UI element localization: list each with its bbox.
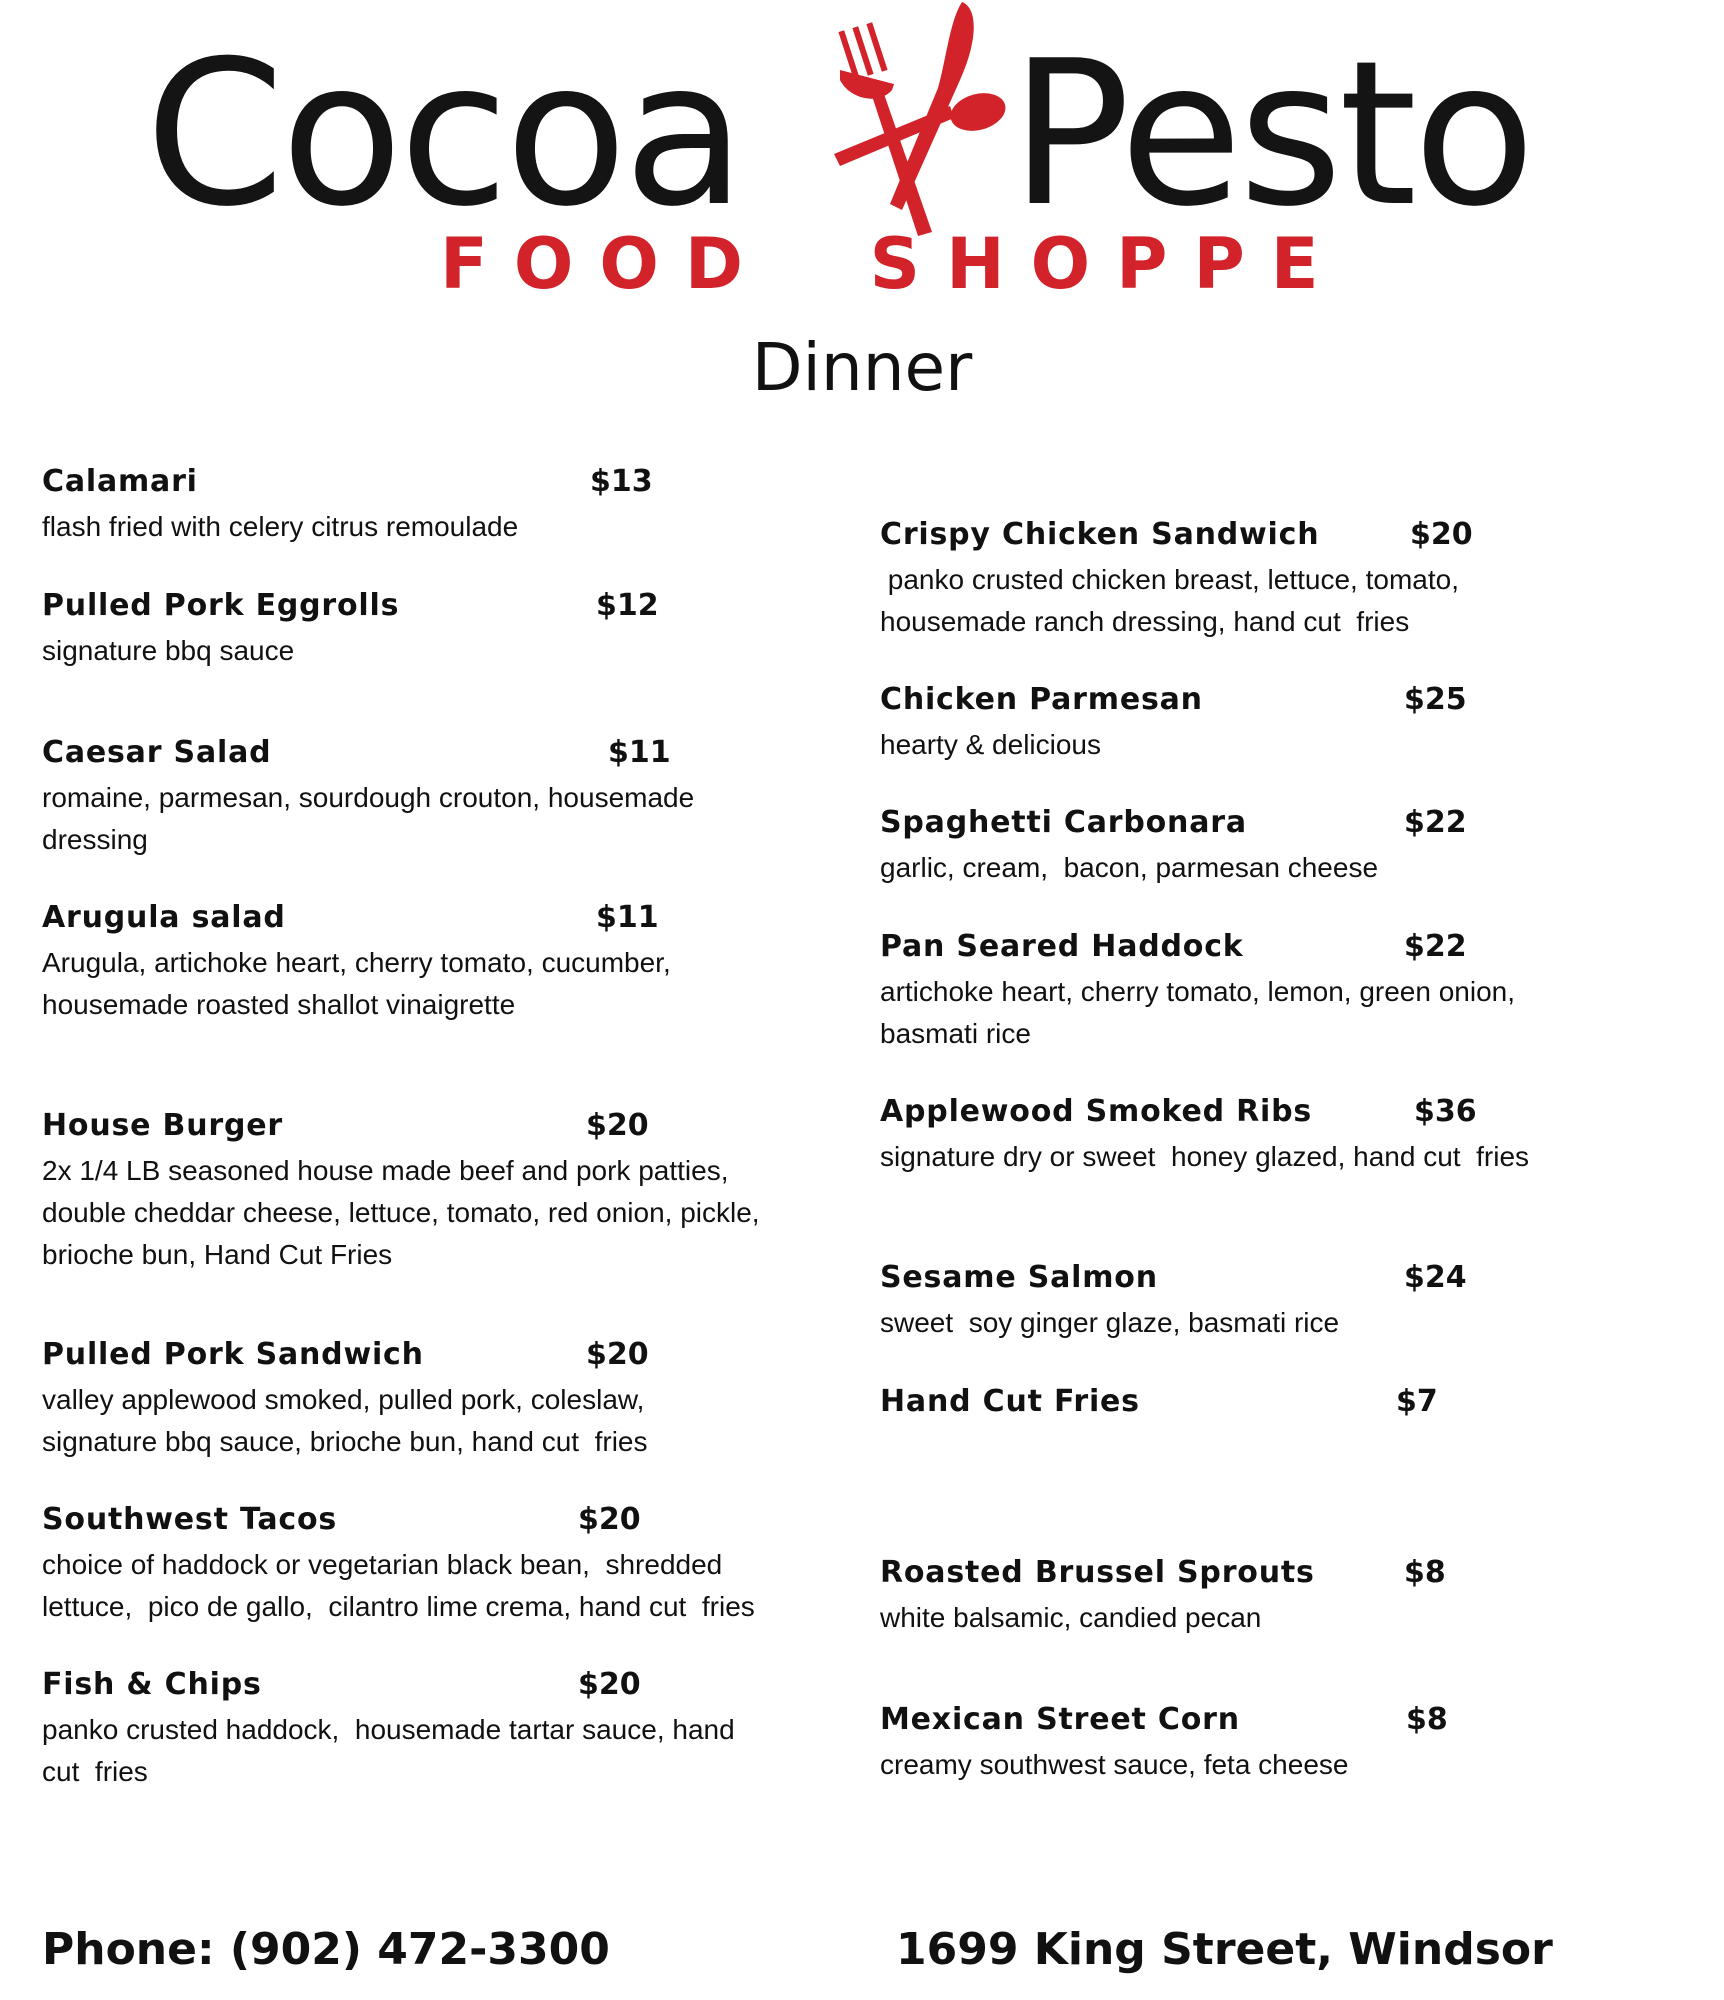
item-name: Pulled Pork Eggrolls xyxy=(42,588,400,623)
menu-title: Dinner xyxy=(751,329,973,406)
item-price: $20 xyxy=(578,1667,641,1702)
item-price: $22 xyxy=(1404,929,1467,964)
item-name: Sesame Salmon xyxy=(880,1260,1158,1295)
item-name: Spaghetti Carbonara xyxy=(880,805,1247,840)
item-description: white balsamic, candied pecan xyxy=(880,1602,1262,1633)
item-description: romaine, parmesan, sourdough crouton, housemade dressing xyxy=(42,782,695,855)
fork-knife-spoon-icon xyxy=(810,0,1010,245)
item-price: $24 xyxy=(1404,1260,1467,1295)
item-name: Southwest Tacos xyxy=(42,1502,338,1537)
item-description: panko crusted chicken breast, lettuce, tomato, housemade ranch dressing, hand cut fries xyxy=(880,564,1459,637)
logo-word-pesto: Pesto xyxy=(1010,18,1532,251)
item-description: valley applewood smoked, pulled pork, coleslaw, signature bbq sauce, brioche bun, hand cut fries xyxy=(42,1384,648,1457)
item-name: Roasted Brussel Sprouts xyxy=(880,1555,1315,1590)
item-price: $20 xyxy=(586,1108,649,1143)
item-name: Chicken Parmesan xyxy=(880,682,1203,717)
item-price: $11 xyxy=(596,900,659,935)
item-name: Applewood Smoked Ribs xyxy=(880,1094,1313,1129)
item-price: $22 xyxy=(1404,805,1467,840)
item-price: $20 xyxy=(578,1502,641,1537)
item-price: $25 xyxy=(1404,682,1467,717)
item-description: garlic, cream, bacon, parmesan cheese xyxy=(880,852,1379,883)
item-description: 2x 1/4 LB seasoned house made beef and pork patties, double cheddar cheese, lettuce, tomato, red onion, pickle, brioche bun, Hand Cut Fries xyxy=(42,1155,760,1270)
item-name: Hand Cut Fries xyxy=(880,1384,1140,1419)
item-name: Calamari xyxy=(42,464,198,499)
item-name: House Burger xyxy=(42,1108,283,1143)
item-name: Crispy Chicken Sandwich xyxy=(880,517,1320,552)
footer-address: 1699 King Street, Windsor xyxy=(896,1924,1553,1975)
item-description: artichoke heart, cherry tomato, lemon, green onion, basmati rice xyxy=(880,976,1516,1049)
item-name: Mexican Street Corn xyxy=(880,1702,1240,1737)
item-description: Arugula, artichoke heart, cherry tomato, cucumber, housemade roasted shallot vinaigrette xyxy=(42,947,671,1020)
item-price: $8 xyxy=(1404,1555,1446,1590)
item-description: creamy southwest sauce, feta cheese xyxy=(880,1749,1349,1780)
logo-subtitle: FOOD SHOPPE xyxy=(440,223,1345,305)
item-description: sweet soy ginger glaze, basmati rice xyxy=(880,1307,1340,1338)
item-description: signature bbq sauce xyxy=(42,635,295,666)
item-description: flash fried with celery citrus remoulade xyxy=(42,511,519,542)
item-price: $20 xyxy=(586,1337,649,1372)
logo-word-cocoa: Cocoa xyxy=(145,18,742,251)
logo xyxy=(0,0,1724,320)
item-name: Caesar Salad xyxy=(42,735,272,770)
item-description: panko crusted haddock, housemade tartar sauce, hand cut fries xyxy=(42,1714,735,1787)
item-price: $11 xyxy=(608,735,671,770)
item-name: Arugula salad xyxy=(42,900,286,935)
item-name: Fish & Chips xyxy=(42,1667,262,1702)
item-description: signature dry or sweet honey glazed, hand cut fries xyxy=(880,1141,1530,1172)
item-price: $20 xyxy=(1410,517,1473,552)
item-name: Pan Seared Haddock xyxy=(880,929,1244,964)
footer-phone: Phone: (902) 472-3300 xyxy=(42,1924,610,1975)
item-price: $12 xyxy=(596,588,659,623)
item-price: $7 xyxy=(1396,1384,1438,1419)
item-name: Pulled Pork Sandwich xyxy=(42,1337,424,1372)
item-description: choice of haddock or vegetarian black bean, shredded lettuce, pico de gallo, cilantro lime crema, hand cut fries xyxy=(42,1549,755,1622)
item-description: hearty & delicious xyxy=(880,729,1102,760)
item-price: $36 xyxy=(1414,1094,1477,1129)
item-price: $8 xyxy=(1406,1702,1448,1737)
item-price: $13 xyxy=(590,464,653,499)
